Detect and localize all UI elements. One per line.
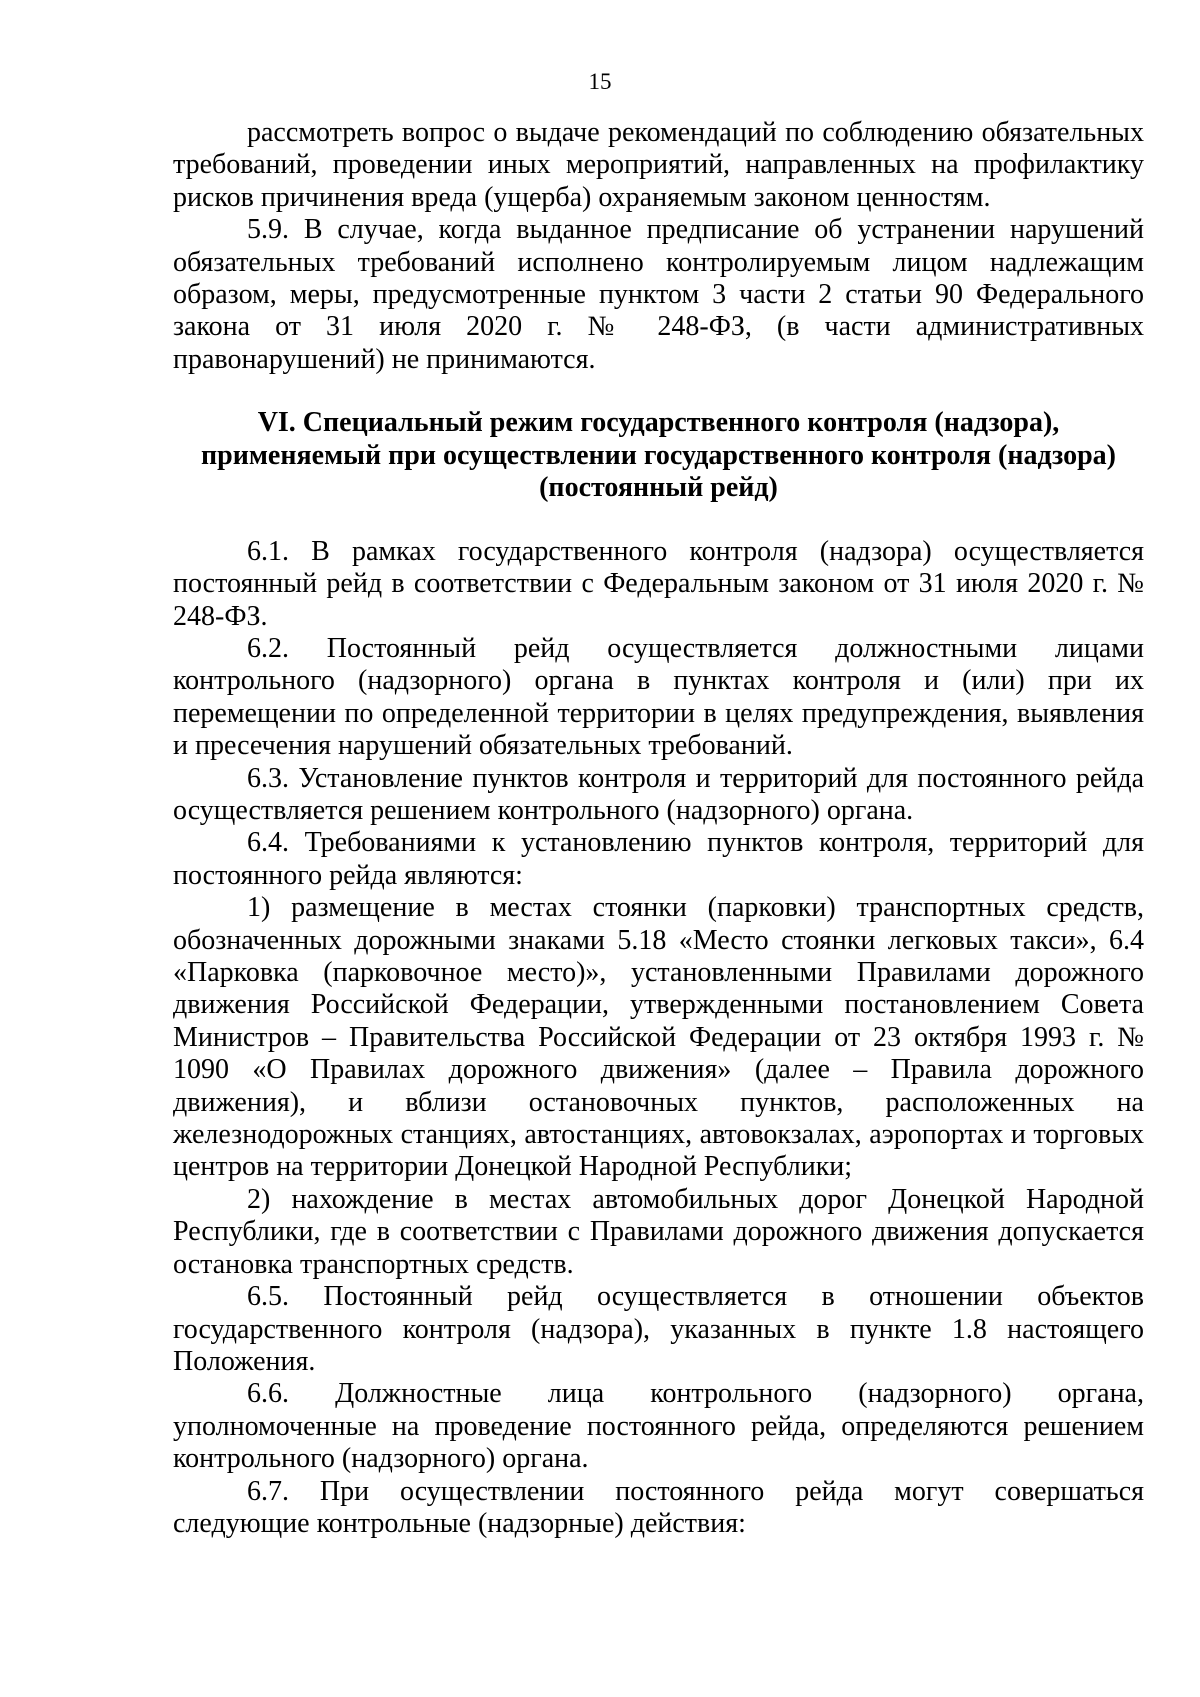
page-number: 15 bbox=[588, 69, 612, 94]
list-item-2: 2) нахождение в местах автомобильных дорог Донецкой Народной Республики, где в соответствии с Правилами дорожного движения допускается остановка транспортных средств. bbox=[173, 1183, 1144, 1280]
paragraph-6-2: 6.2. Постоянный рейд осуществляется должностными лицами контрольного (надзорного) органа в пунктах контроля и (или) при их перемещении по определенной территории в целях предупреждения, выявления и пресечения нарушений обязательных требований. bbox=[173, 632, 1144, 762]
paragraph-6-1: 6.1. В рамках государственного контроля (надзора) осуществляется постоянный рейд в соответствии с Федеральным законом от 31 июля 2020 г. № 248-ФЗ. bbox=[173, 535, 1144, 632]
paragraph-6-7: 6.7. При осуществлении постоянного рейда могут совершаться следующие контрольные (надзорные) действия: bbox=[173, 1475, 1144, 1539]
section-heading-line: (постоянный рейд) bbox=[539, 472, 778, 504]
document-body bbox=[173, 117, 1144, 1540]
paragraph-5-9: 5.9. В случае, когда выданное предписание об устранении нарушений обязательных требований исполнено контролируемым лицом надлежащим образом, меры, предусмотренные пунктом 3 части 2 статьи 90 Федерального закона от 31 июля 2020 г. № 248-ФЗ, (в части административных правонарушений) не принимаются. bbox=[173, 214, 1144, 375]
paragraph-6-5: 6.5. Постоянный рейд осуществляется в отношении объектов государственного контроля (надзора), указанных в пункте 1.8 настоящего Положения. bbox=[173, 1281, 1144, 1377]
section-heading-line: применяемый при осуществлении государственного контроля (надзора) bbox=[201, 439, 1116, 471]
paragraph-continuation: рассмотреть вопрос о выдаче рекомендаций по соблюдению обязательных требований, проведении иных мероприятий, направленных на профилактику рисков причинения вреда (ущерба) охраняемым законом ценностям. bbox=[173, 117, 1144, 213]
list-item-1: 1) размещение в местах стоянки (парковки) транспортных средств, обозначенных дорожными знаками 5.18 «Место стоянки легковых такси», 6.4 «Парковка (парковочное место)», установленными Правилами дорожного движения Российской Федерации, утвержденными постановлением Совета Министров – Правительства Российской Федерации от 23 октября 1993 г. № 1090 «О Правилах дорожного движения» (далее – Правила дорожного движения), и вблизи остановочных пунктов, расположенных на железнодорожных станциях, автостанциях, автовокзалах, аэропортах и торговых центров на территории Донецкой Народной Республики; bbox=[173, 892, 1144, 1183]
paragraph-6-6: 6.6. Должностные лица контрольного (надзорного) органа, уполномоченные на проведение постоянного рейда, определяются решением контрольного (надзорного) органа. bbox=[173, 1378, 1144, 1475]
section-heading-vi bbox=[173, 407, 1144, 505]
paragraph-6-4: 6.4. Требованиями к установлению пунктов контроля, территорий для постоянного рейда являются: bbox=[173, 827, 1144, 891]
paragraph-6-3: 6.3. Установление пунктов контроля и территорий для постоянного рейда осуществляется решением контрольного (надзорного) органа. bbox=[173, 762, 1144, 826]
section-heading-line: VI. Специальный режим государственного контроля (надзора), bbox=[257, 407, 1060, 439]
